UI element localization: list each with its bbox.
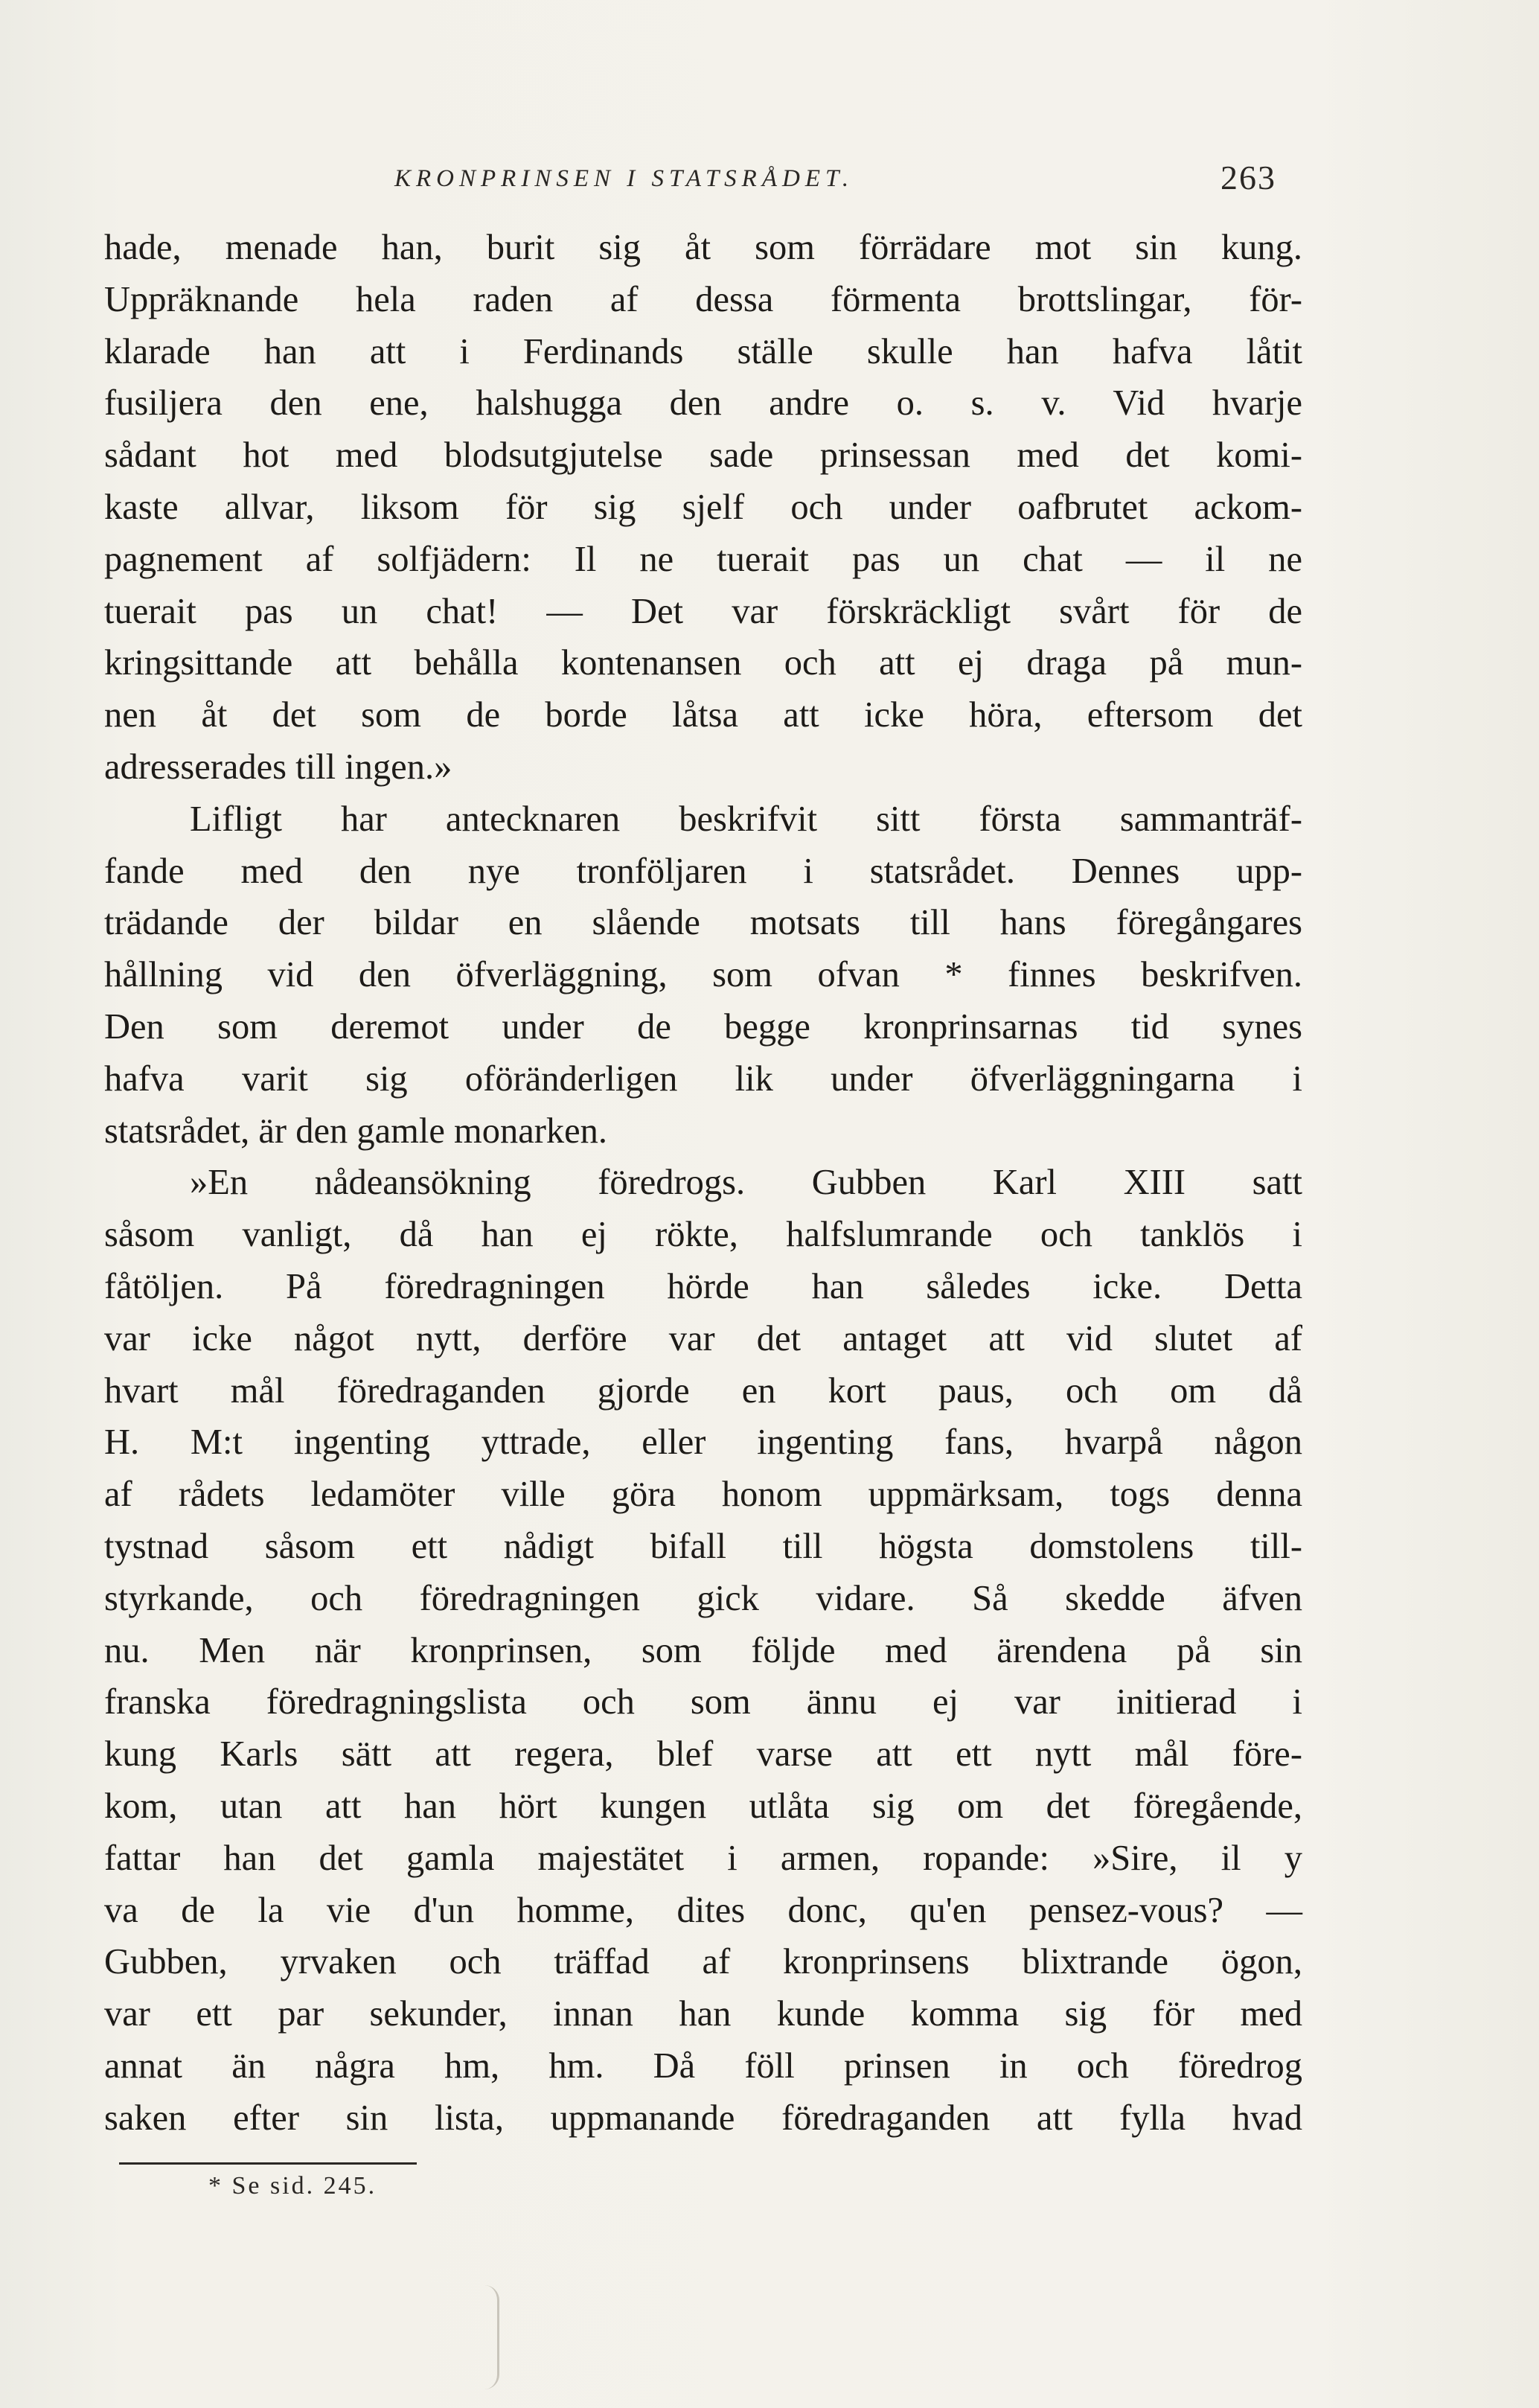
text-line: klarade han att i Ferdinands ställe skulle han hafva låtit: [104, 331, 1302, 371]
text-line: hade, menade han, burit sig åt som förrädare mot sin kung.: [104, 228, 1302, 267]
text-line: franska föredragningslista och som ännu ej var initierad i: [104, 1682, 1302, 1722]
paragraph-start-line: »En nådeansökning föredrogs. Gubben Karl XIII satt: [190, 1163, 1302, 1203]
text-line: nu. Men när kronprinsen, som följde med ärendena på sin: [104, 1630, 1302, 1670]
text-line: kringsittande att behålla kontenansen och att ej draga på mun-: [104, 643, 1302, 683]
text-line: styrkande, och föredragningen gick vidare. Så skedde äfven: [104, 1578, 1302, 1618]
paragraph-start-line: Lifligt har antecknaren beskrifvit sitt första sammanträf-: [190, 799, 1302, 839]
text-line: Gubben, yrvaken och träffad af kronprinsens blixtrande ögon,: [104, 1942, 1302, 1982]
text-line: pagnement af solfjädern: Il ne tuerait pas un chat — il ne: [104, 539, 1302, 579]
text-line: var icke något nytt, derföre var det antaget att vid slutet af: [104, 1318, 1302, 1358]
text-line: annat än några hm, hm. Då föll prinsen in och föredrog: [104, 2045, 1302, 2086]
text-line: fande med den nye tronföljaren i statsrådet. Dennes upp-: [104, 851, 1302, 891]
page-edge-mark: [476, 2285, 499, 2389]
text-line: fattar han det gamla majestätet i armen, ropande: »Sire, il y: [104, 1838, 1302, 1878]
text-line: hvart mål föredraganden gjorde en kort paus, och om då: [104, 1370, 1302, 1411]
text-line: fusiljera den ene, halshugga den andre o. s. v. Vid hvarje: [104, 383, 1302, 424]
footnote-rule: [119, 2162, 417, 2165]
text-line: Den som deremot under de begge kronprinsarnas tid synes: [104, 1006, 1302, 1047]
text-line: tuerait pas un chat! — Det var förskräckligt svårt för de: [104, 591, 1302, 631]
body-text: [104, 222, 1302, 2144]
text-line: kaste allvar, liksom för sig sjelf och under oafbrutet ackom-: [104, 487, 1302, 527]
text-line: adresserades till ingen.»: [104, 747, 452, 787]
text-line: Uppräknande hela raden af dessa förmenta brottslingar, för-: [104, 279, 1302, 319]
text-line: fåtöljen. På föredragningen hörde han således icke. Detta: [104, 1266, 1302, 1306]
text-line: hafva varit sig oföränderligen lik under öfverläggningarna i: [104, 1058, 1302, 1099]
text-line: sådant hot med blodsutgjutelse sade prinsessan med det komi-: [104, 435, 1302, 476]
text-line: hållning vid den öfverläggning, som ofvan * finnes beskrifven.: [104, 955, 1302, 995]
text-line: H. M:t ingenting yttrade, eller ingenting fans, hvarpå någon: [104, 1422, 1302, 1463]
text-line: tystnad såsom ett nådigt bifall till högsta domstolens till-: [104, 1526, 1302, 1566]
text-line: saken efter sin lista, uppmanande föredraganden att fylla hvad: [104, 2098, 1302, 2138]
running-head: [104, 158, 1295, 202]
text-line: trädande der bildar en slående motsats till hans föregångares: [104, 903, 1302, 943]
page-number: 263: [1220, 159, 1276, 197]
text-line: af rådets ledamöter ville göra honom uppmärksam, togs denna: [104, 1475, 1302, 1515]
text-line: nen åt det som de borde låtsa att icke höra, eftersom det: [104, 695, 1302, 735]
text-line: var ett par sekunder, innan han kunde komma sig för med: [104, 1994, 1302, 2034]
text-line: kung Karls sätt att regera, blef varse att ett nytt mål före-: [104, 1734, 1302, 1775]
text-line: statsrådet, är den gamle monarken.: [104, 1111, 608, 1151]
text-line: kom, utan att han hört kungen utlåta sig om det föregående,: [104, 1786, 1302, 1826]
running-title: KRONPRINSEN I STATSRÅDET.: [394, 165, 854, 192]
text-line: såsom vanligt, då han ej rökte, halfslumrande och tanklös i: [104, 1215, 1302, 1255]
footnote: * Se sid. 245.: [208, 2172, 377, 2200]
text-line: va de la vie d'un homme, dites donc, qu'en pensez-vous? —: [104, 1890, 1302, 1930]
